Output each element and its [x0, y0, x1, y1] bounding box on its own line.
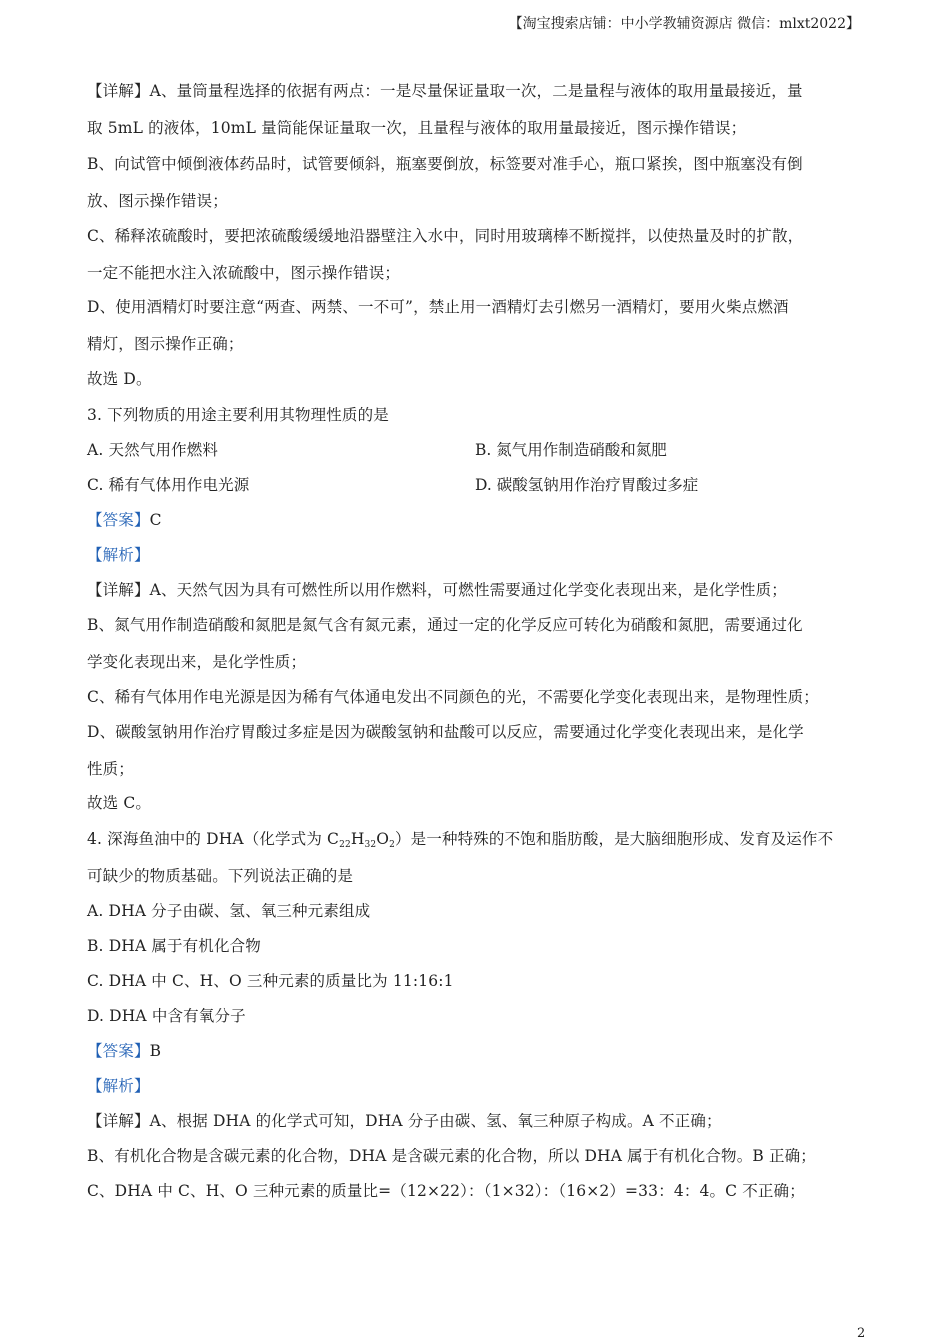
q3-detail-c: C、稀有气体用作电光源是因为稀有气体通电发出不同颜色的光，不需要化学变化表现出来，是物理性质； [87, 688, 819, 706]
q4-detail-c: C、DHA 中 C、H、O 三种元素的质量比=（12×22）：（1×32）：（16×2）=33：4：4。C 不正确； [87, 1182, 805, 1200]
q3-detail-a: 【详解】A、天然气因为具有可燃性所以用作燃料，可燃性需要通过化学变化表现出来，是化学性质； [87, 581, 787, 599]
page-header: 【淘宝搜索店铺：中小学教辅资源店 微信：mlxt2022】 [508, 16, 860, 32]
formula-subscript: 2 [389, 840, 396, 850]
page-number: 2 [857, 1326, 866, 1341]
q4-answer-value: B [149, 1042, 162, 1060]
q3-answer-value: C [149, 511, 162, 529]
q4-analysis-label: 【解析】 [87, 1077, 150, 1095]
q4-detail-b: B、有机化合物是含碳元素的化合物，DHA 是含碳元素的化合物，所以 DHA 属于有机化合物。B 正确； [87, 1147, 816, 1165]
q2-detail-a-line2: 取 5mL 的液体，10mL 量筒能保证量取一次，且量程与液体的取用量最接近，图示操作错误； [87, 119, 747, 137]
formula-subscript: 32 [364, 840, 377, 850]
q2-detail-c-line2: 一定不能把水注入浓硫酸中，图示操作错误； [87, 264, 401, 282]
q3-option-a: A. 天然气用作燃料 [87, 441, 219, 459]
q2-detail-c-line1: C、稀释浓硫酸时，要把浓硫酸缓缓地沿器壁注入水中，同时用玻璃棒不断搅拌，以使热量及时的扩散， [87, 227, 804, 245]
q3-analysis-label: 【解析】 [87, 546, 150, 564]
q3-conclusion: 故选 C。 [87, 794, 152, 812]
q3-option-b: B. 氮气用作制造硝酸和氮肥 [475, 441, 667, 459]
q4-answer [87, 1041, 867, 1061]
q3-stem: 3. 下列物质的用途主要利用其物理性质的是 [87, 406, 389, 424]
q4-detail-a: 【详解】A、根据 DHA 的化学式可知，DHA 分子由碳、氢、氧三种原子构成。A 不正确； [87, 1112, 722, 1130]
q3-answer [87, 510, 867, 530]
q4-stem-text: 4. 深海鱼油中的 DHA（化学式为 C [87, 830, 340, 848]
q4-answer-label: 【答案】 [87, 1042, 150, 1060]
q3-detail-b-line1: B、氮气用作制造硝酸和氮肥是氮气含有氮元素，通过一定的化学反应可转化为硝酸和氮肥，需要通过化 [87, 616, 803, 634]
q3-answer-label: 【答案】 [87, 511, 150, 529]
q4-option-d: D. DHA 中含有氧分子 [87, 1007, 246, 1025]
q4-stem-text: ）是一种特殊的不饱和脂肪酸，是大脑细胞形成、发育及运作不 [395, 830, 834, 848]
q4-stem-line2: 可缺少的物质基础。下列说法正确的是 [87, 867, 354, 885]
q3-detail-b-line2: 学变化表现出来，是化学性质； [87, 653, 307, 671]
q3-option-c: C. 稀有气体用作电光源 [87, 476, 250, 494]
q2-detail-a-line1: 【详解】A、量筒量程选择的依据有两点：一是尽量保证量取一次，二是量程与液体的取用量最接近，量 [87, 82, 803, 100]
q2-detail-b-line2: 放、图示操作错误； [87, 192, 228, 210]
q2-detail-d-line1: D、使用酒精灯时要注意“两查、两禁、一不可”，禁止用一酒精灯去引燃另一酒精灯，要用火柴点燃酒 [87, 298, 789, 316]
q2-detail-d-line2: 精灯，图示操作正确； [87, 335, 244, 353]
q3-option-d: D. 碳酸氢钠用作治疗胃酸过多症 [475, 476, 699, 494]
q2-conclusion: 故选 D。 [87, 370, 152, 388]
q4-option-c: C. DHA 中 C、H、O 三种元素的质量比为 11:16:1 [87, 972, 454, 990]
q4-option-b: B. DHA 属于有机化合物 [87, 937, 261, 955]
q3-detail-d-line2: 性质； [87, 760, 134, 778]
q2-detail-b-line1: B、向试管中倾倒液体药品时，试管要倾斜，瓶塞要倒放，标签要对准手心，瓶口紧挨，图中瓶塞没有倒 [87, 155, 803, 173]
q4-option-a: A. DHA 分子由碳、氢、氧三种元素组成 [87, 902, 371, 920]
formula-element: O [376, 830, 390, 848]
formula-subscript: 22 [339, 840, 351, 850]
formula-element: H [350, 830, 365, 848]
q3-detail-d-line1: D、碳酸氢钠用作治疗胃酸过多症是因为碳酸氢钠和盐酸可以反应，需要通过化学变化表现出来，是化学 [87, 723, 804, 741]
q4-stem-line1 [87, 829, 867, 849]
